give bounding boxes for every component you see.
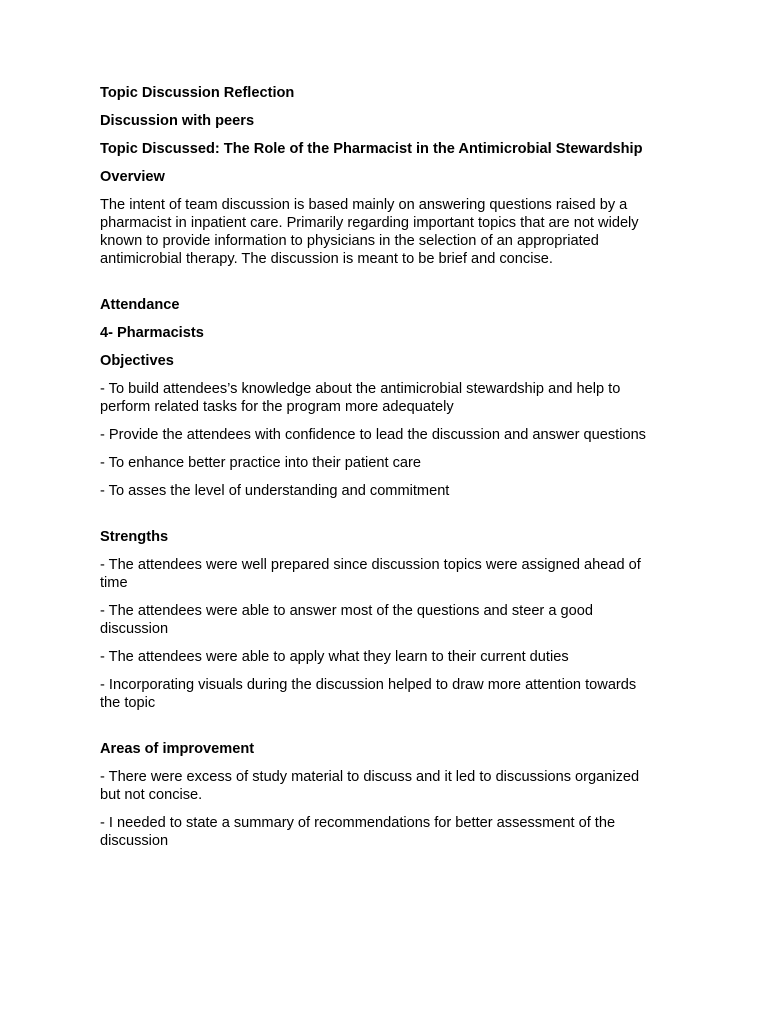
- objective-line: - Provide the attendees with confidence to lead the discussion and answer questions: [100, 427, 646, 443]
- strength-item: [100, 676, 700, 712]
- document-subtitle: Discussion with peers: [100, 113, 255, 129]
- section-spacer: [100, 722, 700, 740]
- improvement-line: - I needed to state a summary of recommendations for better assessment of the: [100, 815, 616, 831]
- overview-line: The intent of team discussion is based mainly on answering questions raised by a: [100, 197, 628, 213]
- improvement-line: discussion: [100, 833, 169, 849]
- strength-line: time: [100, 575, 128, 591]
- objective-line: - To build attendees’s knowledge about the antimicrobial stewardship and help to: [100, 381, 621, 397]
- strength-line: - Incorporating visuals during the discussion helped to draw more attention towards: [100, 677, 637, 693]
- objective-item: [100, 380, 700, 416]
- strengths-heading: Strengths: [100, 529, 169, 545]
- overview-line: pharmacist in inpatient care. Primarily regarding important topics that are not widely: [100, 215, 639, 231]
- overview-heading: Overview: [100, 169, 165, 185]
- improvement-line: - There were excess of study material to discuss and it led to discussions organized: [100, 769, 640, 785]
- improvement-item: [100, 768, 700, 804]
- document-body: [100, 84, 700, 860]
- section-spacer: [100, 278, 700, 296]
- strength-line: - The attendees were well prepared since discussion topics were assigned ahead of: [100, 557, 641, 573]
- strength-line: - The attendees were able to answer most of the questions and steer a good: [100, 603, 593, 619]
- objective-line: perform related tasks for the program more adequately: [100, 399, 454, 415]
- document-title: Topic Discussion Reflection: [100, 85, 295, 101]
- overview-line: known to provide information to physicians in the selection of an appropriated: [100, 233, 599, 249]
- objective-line: - To asses the level of understanding and commitment: [100, 483, 450, 499]
- strength-item: [100, 648, 700, 666]
- objective-item: [100, 426, 700, 444]
- objective-item: [100, 482, 700, 500]
- objective-line: - To enhance better practice into their patient care: [100, 455, 421, 471]
- overview-paragraph: [100, 196, 700, 268]
- strength-line: - The attendees were able to apply what they learn to their current duties: [100, 649, 569, 665]
- improvement-line: but not concise.: [100, 787, 203, 803]
- attendance-heading: Attendance: [100, 297, 180, 313]
- section-spacer: [100, 510, 700, 528]
- overview-line: antimicrobial therapy. The discussion is meant to be brief and concise.: [100, 251, 553, 267]
- strength-line: the topic: [100, 695, 156, 711]
- strength-item: [100, 556, 700, 592]
- attendance-value: 4- Pharmacists: [100, 325, 204, 341]
- objective-item: [100, 454, 700, 472]
- strength-item: [100, 602, 700, 638]
- objectives-heading: Objectives: [100, 353, 174, 369]
- improvement-item: [100, 814, 700, 850]
- topic-heading: Topic Discussed: The Role of the Pharmacist in the Antimicrobial Stewardship: [100, 141, 643, 157]
- strength-line: discussion: [100, 621, 169, 637]
- improvement-heading: Areas of improvement: [100, 741, 255, 757]
